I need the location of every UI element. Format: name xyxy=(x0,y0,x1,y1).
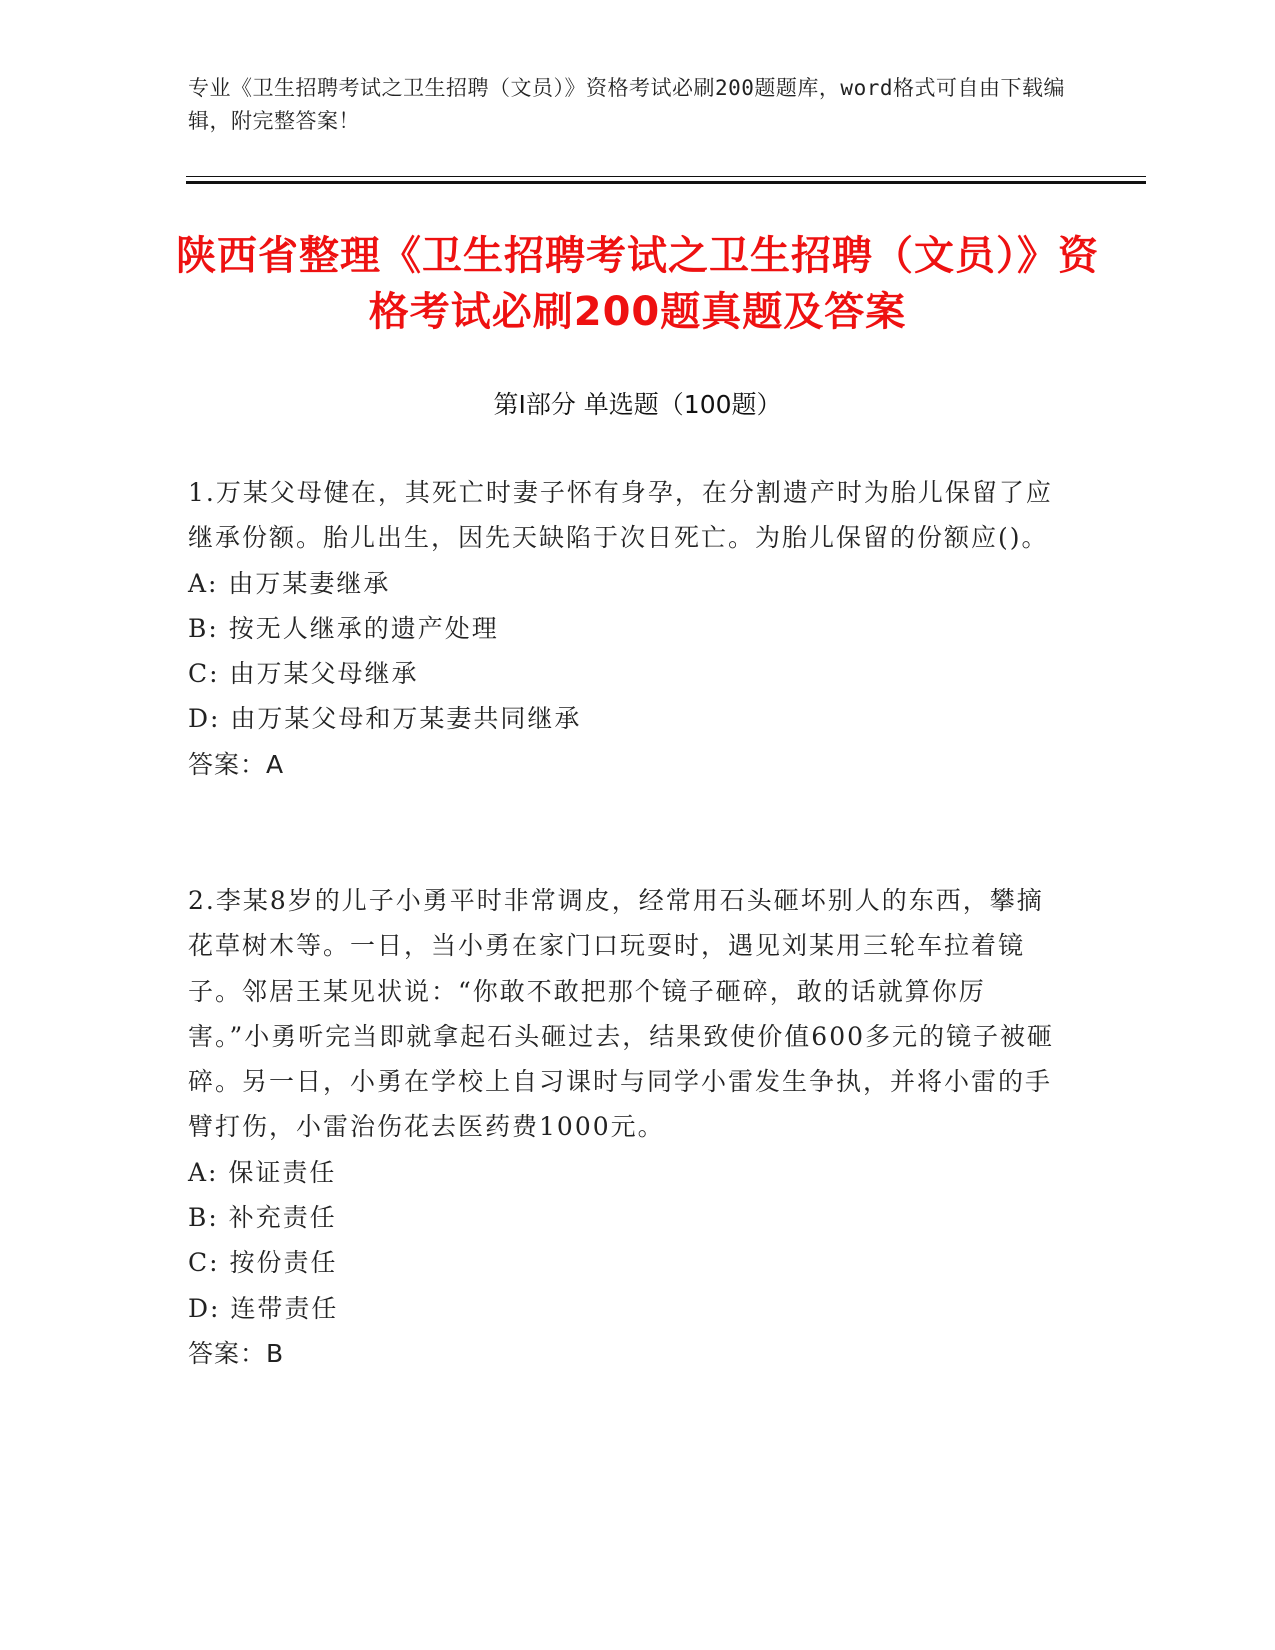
answer-line: 答案：A xyxy=(188,749,285,779)
option-a: A: 由万某妻继承 xyxy=(188,568,391,598)
question-stem: 2.李某8岁的儿子小勇平时非常调皮，经常用石头砸坏别人的东西，攀摘花草树木等。一日，当小勇在家门口玩耍时，遇见刘某用三轮车拉着镜子。邻居王某见状说：“你敢不敢把那个镜子砸碎，敢的话就算你厉害。”小勇听完当即就拿起石头砸过去，结果致使价值600多元的镜子被砸碎。另一日，小勇在学校上自习课时与同学小雷发生争执，并将小雷的手臂打伤，小雷治伤花去医药费1000元。 xyxy=(188,886,1055,1142)
option-b: B: 补充责任 xyxy=(188,1203,337,1233)
header-note: 专业《卫生招聘考试之卫生招聘（文员）》资格考试必刷200题题库，word格式可自由下载编辑，附完整答案！ xyxy=(188,76,1065,133)
question-stem: 1.万某父母健在，其死亡时妻子怀有身孕，在分割遗产时为胎儿保留了应继承份额。胎儿出生，因先天缺陷于次日死亡。为胎儿保留的份额应()。 xyxy=(188,478,1053,553)
option-c: C: 按份责任 xyxy=(188,1248,338,1278)
option-d: D: 由万某父母和万某妻共同继承 xyxy=(188,704,582,734)
section-heading: 第I部分 单选题（100题） xyxy=(493,390,782,419)
question-1 xyxy=(188,470,1068,787)
option-c: C: 由万某父母继承 xyxy=(188,659,419,689)
question-2 xyxy=(188,878,1068,1376)
option-a: A: 保证责任 xyxy=(188,1157,337,1187)
answer-line: 答案：B xyxy=(188,1338,285,1368)
document-title: 陕西省整理《卫生招聘考试之卫生招聘（文员）》资格考试必刷200题真题及答案 xyxy=(176,233,1099,335)
header-divider-thin xyxy=(186,176,1146,177)
header-divider-thick xyxy=(186,181,1146,184)
option-d: D: 连带责任 xyxy=(188,1293,339,1323)
option-b: B: 按无人继承的遗产处理 xyxy=(188,613,499,643)
